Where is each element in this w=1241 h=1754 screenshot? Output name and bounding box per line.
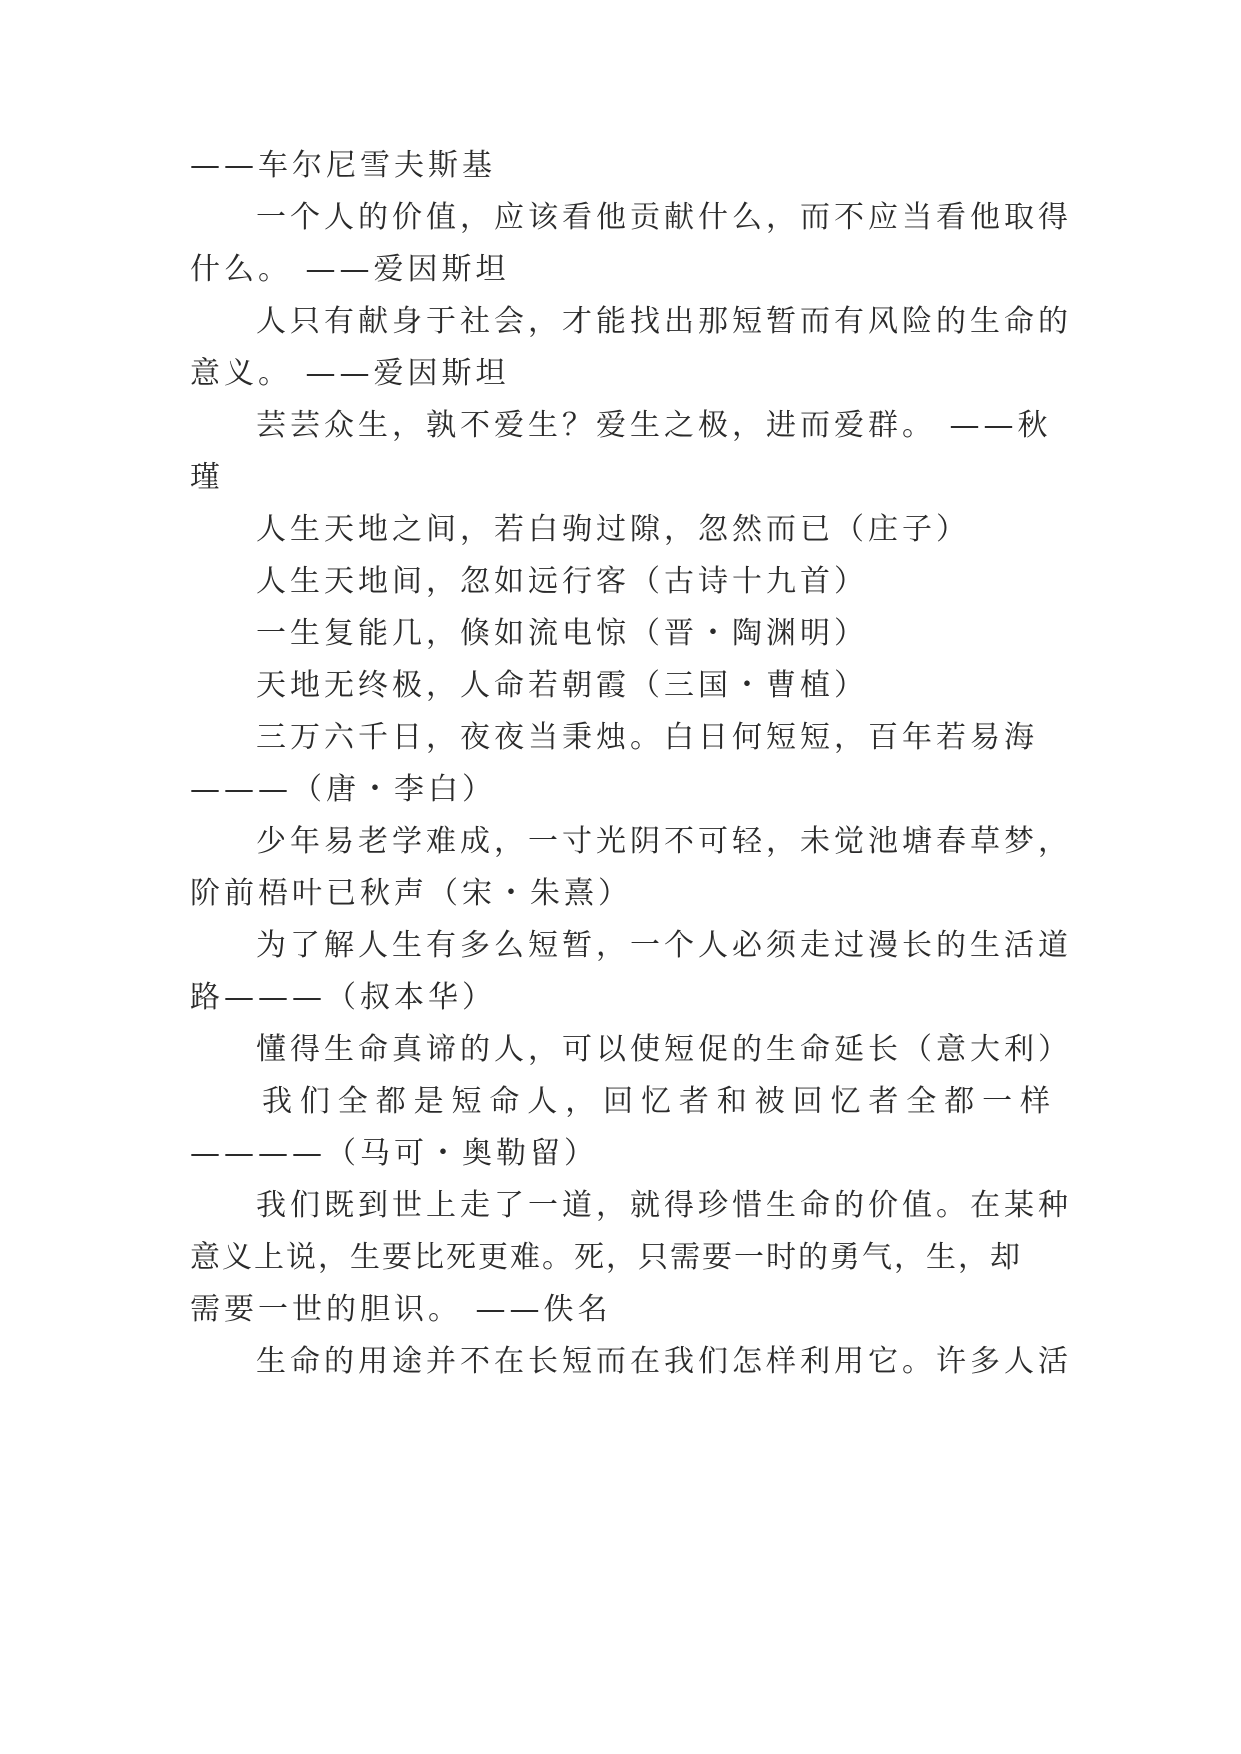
- text-line: 一个人的价值，应该看他贡献什么，而不应当看他取得: [256, 200, 1072, 235]
- text-line: 天地无终极，人命若朝霞（三国・曹植）: [256, 668, 868, 703]
- text-line: 什么。 ——爱因斯坦: [190, 252, 510, 287]
- text-line: 芸芸众生，孰不爱生？爱生之极，进而爱群。 ——秋: [256, 408, 1052, 443]
- text-line: 生命的用途并不在长短而在我们怎样利用它。许多人活: [256, 1344, 1072, 1379]
- text-line: ————（马可・奥勒留）: [190, 1136, 598, 1171]
- text-line: 为了解人生有多么短暂，一个人必须走过漫长的生活道: [256, 928, 1072, 963]
- text-line: 懂得生命真谛的人，可以使短促的生命延长（意大利）: [256, 1032, 1072, 1067]
- text-line: 人生天地之间，若白驹过隙，忽然而已（庄子）: [256, 512, 970, 547]
- text-line: 我们既到世上走了一道，就得珍惜生命的价值。在某种: [256, 1188, 1072, 1223]
- text-line: 人生天地间，忽如远行客（古诗十九首）: [256, 564, 868, 599]
- text-line: 少年易老学难成，一寸光阴不可轻，未觉池塘春草梦，: [256, 824, 1072, 859]
- text-line: 三万六千日，夜夜当秉烛。白日何短短，百年若易海: [256, 720, 1038, 755]
- text-line: 路———（叔本华）: [190, 980, 496, 1015]
- text-line: 人只有献身于社会，才能找出那短暂而有风险的生命的: [256, 304, 1072, 339]
- text-line: 需要一世的胆识。 ——佚名: [190, 1292, 612, 1327]
- text-line: 一生复能几，倏如流电惊（晋・陶渊明）: [256, 616, 868, 651]
- text-line: ——车尔尼雪夫斯基: [190, 148, 496, 183]
- text-line: 瑾: [190, 460, 224, 495]
- text-line: ———（唐・李白）: [190, 772, 496, 807]
- text-line: 意义上说，生要比死更难。死，只需要一时的勇气，生，却: [190, 1240, 1022, 1275]
- text-line: 意义。 ——爱因斯坦: [190, 356, 510, 391]
- text-line: 阶前梧叶已秋声（宋・朱熹）: [190, 876, 632, 911]
- text-line: 我们全都是短命人，回忆者和被回忆者全都一样: [262, 1084, 1050, 1119]
